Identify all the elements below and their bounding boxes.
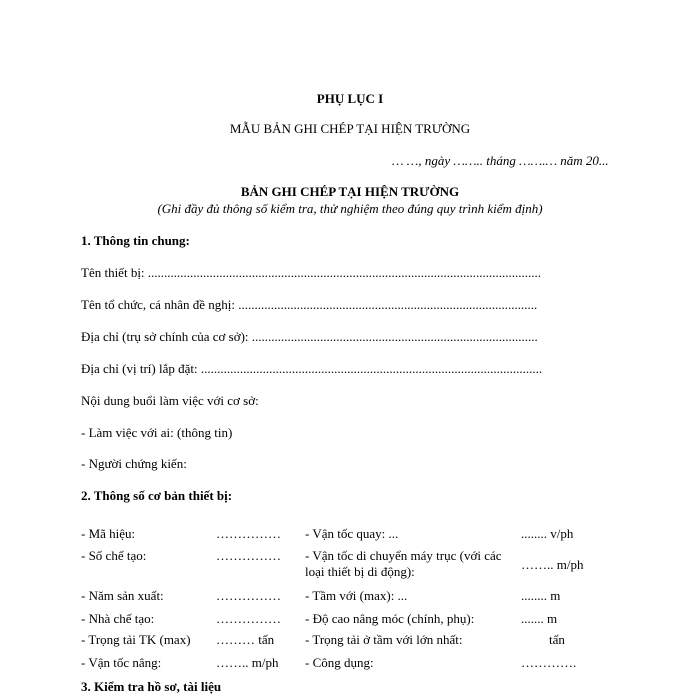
spec-value: ……………: [216, 588, 281, 603]
section3-heading: 3. Kiểm tra hồ sơ, tài liệu: [81, 679, 222, 694]
spec-label: - Số chế tạo:: [81, 548, 147, 563]
address-install-line: Địa chỉ (vị trí) lắp đặt: .........................................................................................................: [81, 361, 543, 376]
record-title: BẢN GHI CHÉP TẠI HIỆN TRƯỜNG: [240, 184, 460, 199]
device-name-line: Tên thiết bị: .........................................................................................................................: [81, 265, 542, 280]
spec-value: ........ m: [521, 588, 561, 603]
spec-value: tấn: [549, 632, 565, 647]
spec-value: ……………: [216, 548, 281, 563]
requester-line: Tên tổ chức, cá nhân đề nghị: ............................................................................................: [81, 297, 538, 312]
spec-label: - Mã hiệu:: [81, 526, 136, 541]
spec-label: - Vận tốc quay: ...: [305, 526, 399, 541]
spec-label: - Trọng tải ở tầm với lớn nhất:: [305, 632, 463, 647]
spec-value: ....... m: [521, 611, 558, 626]
spec-value: ………….: [521, 655, 577, 670]
meeting-content-line: Nội dung buổi làm việc với cơ sở:: [81, 393, 259, 408]
spec-label: - Vận tốc di chuyển máy trục (với các loại thiết bị di động):: [305, 548, 502, 579]
spec-label: - Năm sản xuất:: [81, 588, 164, 603]
address-hq-line: Địa chỉ (trụ sở chính của cơ sở): ........................................................................................: [81, 329, 538, 344]
spec-label: - Công dụng:: [305, 655, 374, 670]
spec-value: ……… tấn: [216, 632, 275, 647]
witness-line: - Người chứng kiến:: [81, 456, 187, 471]
form-title: MẪU BẢN GHI CHÉP TẠI HIỆN TRƯỜNG: [229, 121, 471, 136]
spec-label: - Tầm với (max): ...: [305, 588, 408, 603]
spec-value: …….. m/ph: [216, 655, 279, 670]
record-subtitle: (Ghi đầy đủ thông số kiểm tra, thử nghiệm theo đúng quy trình kiểm định): [157, 201, 543, 216]
spec-label: - Vận tốc nâng:: [81, 655, 162, 670]
section1-heading: 1. Thông tin chung:: [81, 233, 190, 248]
spec-value: ........ v/ph: [521, 526, 574, 541]
spec-value: ……………: [216, 526, 281, 541]
section2-heading: 2. Thông số cơ bản thiết bị:: [81, 488, 233, 503]
appendix-title: PHỤ LỤC I: [316, 91, 384, 106]
date-line: … …, ngày …….. tháng …….… năm 20...: [392, 153, 609, 168]
spec-value: …….. m/ph: [521, 557, 584, 572]
work-with-line: - Làm việc với ai: (thông tin): [81, 425, 233, 440]
spec-label: - Nhà chế tạo:: [81, 611, 155, 626]
spec-label: - Độ cao nâng móc (chính, phụ):: [305, 611, 475, 626]
spec-value: ……………: [216, 611, 281, 626]
spec-label: - Trọng tải TK (max): [81, 632, 191, 647]
